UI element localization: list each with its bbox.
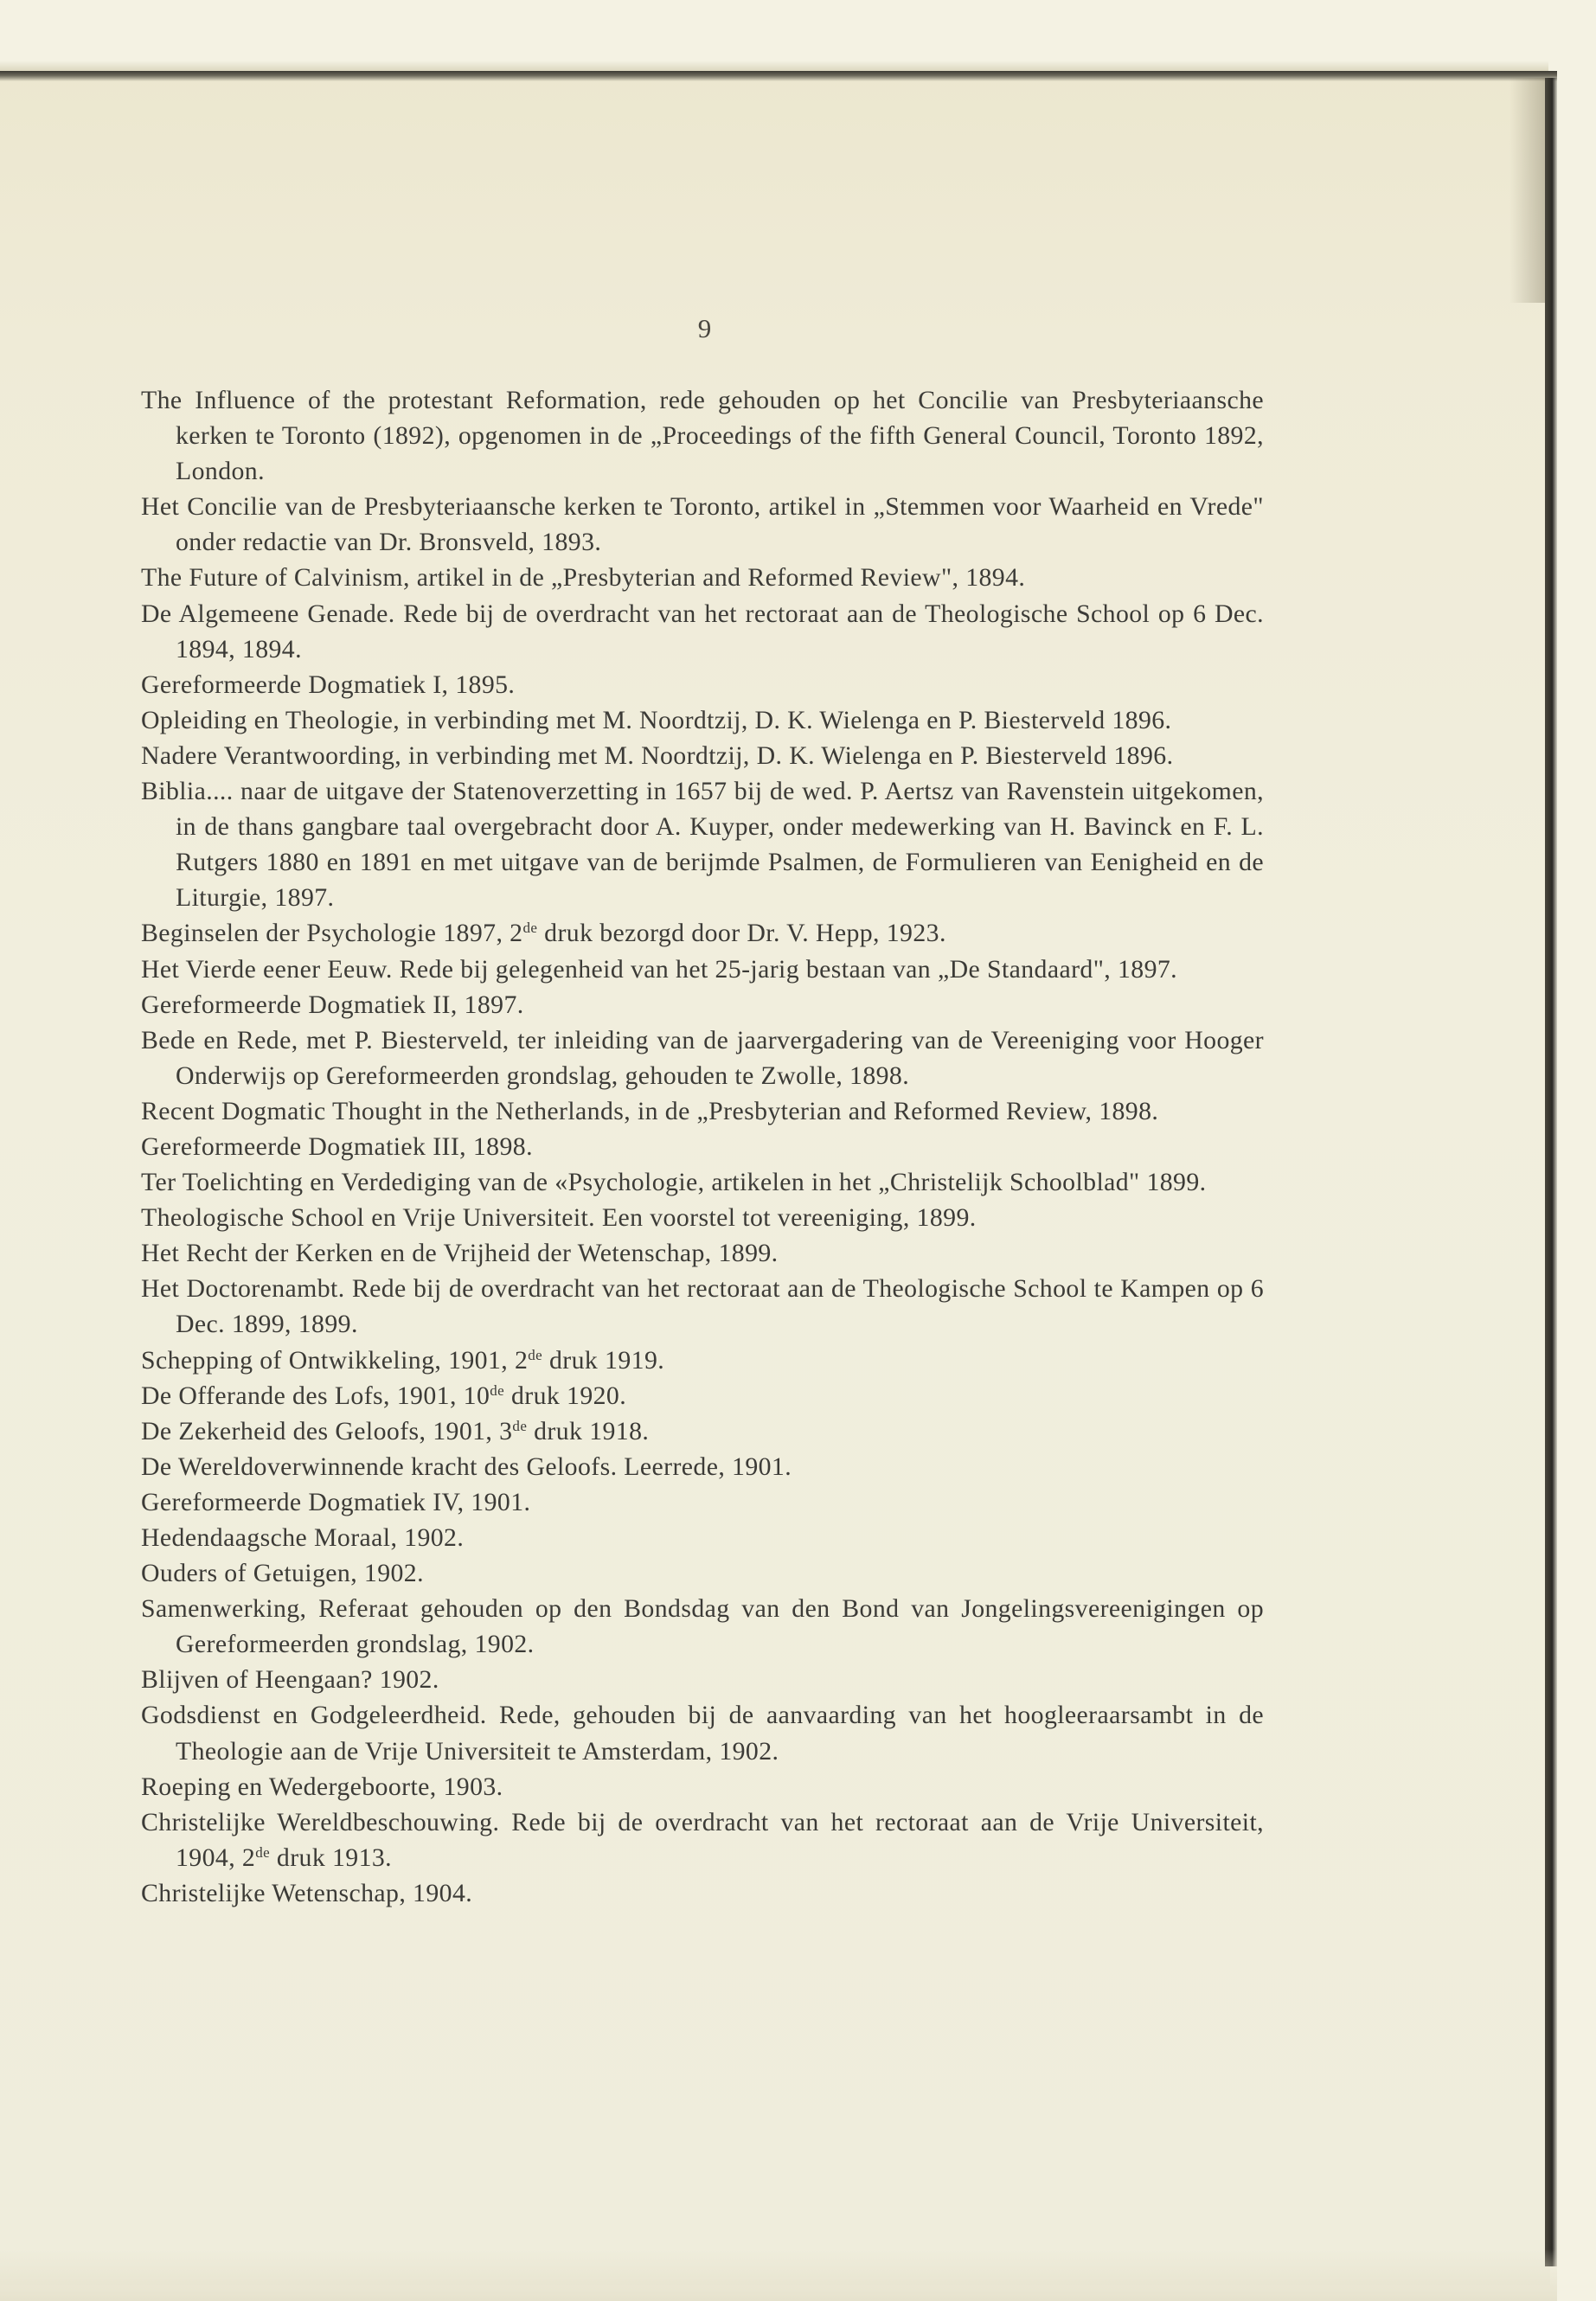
bibliography-entry: Theologische School en Vrije Universiteit. Een voorstel tot vereeniging, 1899. (141, 1203, 977, 1233)
bibliography-entry: Schepping of Ontwikkeling, 1901, 2de druk 1919. (141, 1345, 665, 1375)
ordinal-superscript: de (512, 1417, 528, 1434)
bibliography-entry: The Influence of the protestant Reformation, rede gehouden op het Concilie van Presbyteriaansche kerken te Toronto (1892), opgenomen in de „Proceedings of the fifth General Council, Toronto 1892, London. (141, 386, 1264, 486)
bibliography-entry: Recent Dogmatic Thought in the Netherlands, in de „Presbyterian and Reformed Review, 1898. (141, 1096, 1159, 1125)
bibliography-entry: Gereformeerde Dogmatiek III, 1898. (141, 1131, 533, 1161)
ordinal-superscript: de (490, 1381, 505, 1399)
page-top-edge (0, 71, 1557, 81)
bibliography-entry: Gereformeerde Dogmatiek II, 1897. (141, 990, 524, 1019)
page-number: 9 (697, 313, 713, 343)
ordinal-superscript: de (522, 920, 538, 937)
ordinal-superscript: de (255, 1843, 271, 1861)
bibliography-entry: Het Doctorenambt. Rede bij de overdracht van het rectoraat aan de Theologische School te Kampen op 6 Dec. 1899, 1899. (141, 1274, 1264, 1339)
bibliography-entry: Ter Toelichting en Verdediging van de «Psychologie, artikelen in het „Christelijk Schoolblad" 1899. (141, 1168, 1207, 1197)
bibliography-entry: Gereformeerde Dogmatiek I, 1895. (141, 670, 516, 699)
bibliography-entry: Christelijke Wereldbeschouwing. Rede bij de overdracht van het rectoraat aan de Vrije Universiteit, 1904, 2de druk 1913. (141, 1807, 1264, 1872)
bibliography-entry: Het Vierde eener Eeuw. Rede bij gelegenheid van het 25-jarig bestaan van „De Standaard", 1897. (141, 954, 1178, 984)
bibliography-list (141, 382, 1264, 1911)
bibliography-entry: Ouders of Getuigen, 1902. (141, 1559, 424, 1588)
bibliography-entry: Hedendaagsche Moraal, 1902. (141, 1523, 465, 1552)
bibliography-entry: The Future of Calvinism, artikel in de „Presbyterian and Reformed Review", 1894. (141, 563, 1026, 593)
page-bottom-shade (0, 2249, 1557, 2301)
bibliography-entry: De Zekerheid des Geloofs, 1901, 3de druk 1918. (141, 1416, 650, 1445)
bibliography-entry: Christelijke Wetenschap, 1904. (141, 1878, 473, 1907)
bibliography-entry: Beginselen der Psychologie 1897, 2de druk bezorgd door Dr. V. Hepp, 1923. (141, 919, 946, 948)
bibliography-entry: De Offerande des Lofs, 1901, 10de druk 1920. (141, 1381, 627, 1410)
bibliography-entry: Gereformeerde Dogmatiek IV, 1901. (141, 1487, 531, 1516)
bibliography-entry: Opleiding en Theologie, in verbinding met M. Noordtzij, D. K. Wielenga en P. Biesterveld 1896. (141, 705, 1172, 734)
bibliography-entry: Bede en Rede, met P. Biesterveld, ter inleiding van de jaarvergadering van de Vereeniging voor Hooger Onderwijs op Gereformeerden grondslag, gehouden te Zwolle, 1898. (141, 1025, 1264, 1090)
bibliography-entry: Roeping en Wedergeboorte, 1903. (141, 1772, 503, 1801)
bibliography-entry: Blijven of Heengaan? 1902. (141, 1665, 439, 1695)
bibliography-entry: Godsdienst en Godgeleerdheid. Rede, gehouden bij de aanvaarding van het hoogleeraarsambt in de Theologie aan de Vrije Universiteit te Amsterdam, 1902. (141, 1701, 1264, 1766)
ordinal-superscript: de (528, 1346, 543, 1363)
bibliography-entry: Samenwerking, Referaat gehouden op den Bondsdag van den Bond van Jongelingsvereenigingen op Gereformeerden grondslag, 1902. (141, 1594, 1264, 1659)
bibliography-entry: Biblia.... naar de uitgave der Statenoverzetting in 1657 bij de wed. P. Aertsz van Ravenstein uitgekomen, in de thans gangbare taal overgebracht door A. Kuyper, onder medewerking van H. Bavinck en F. L. Rutgers 1880 en 1891 en met uitgave van de berijmde Psalmen, de Formulieren van Eenigheid en de Liturgie, 1897. (141, 777, 1264, 913)
page-right-edge (1545, 78, 1557, 2266)
bibliography-entry: De Algemeene Genade. Rede bij de overdracht van het rectoraat aan de Theologische School op 6 Dec. 1894, 1894. (141, 599, 1264, 663)
bibliography-entry: Het Recht der Kerken en de Vrijheid der Wetenschap, 1899. (141, 1239, 779, 1268)
bibliography-entry: Het Concilie van de Presbyteriaansche kerken te Toronto, artikel in „Stemmen voor Waarheid en Vrede" onder redactie van Dr. Bronsveld, 1893. (141, 492, 1264, 557)
bibliography-entry: Nadere Verantwoording, in verbinding met M. Noordtzij, D. K. Wielenga en P. Biesterveld 1896. (141, 740, 1174, 770)
bibliography-entry: De Wereldoverwinnende kracht des Geloofs. Leerrede, 1901. (141, 1452, 792, 1481)
